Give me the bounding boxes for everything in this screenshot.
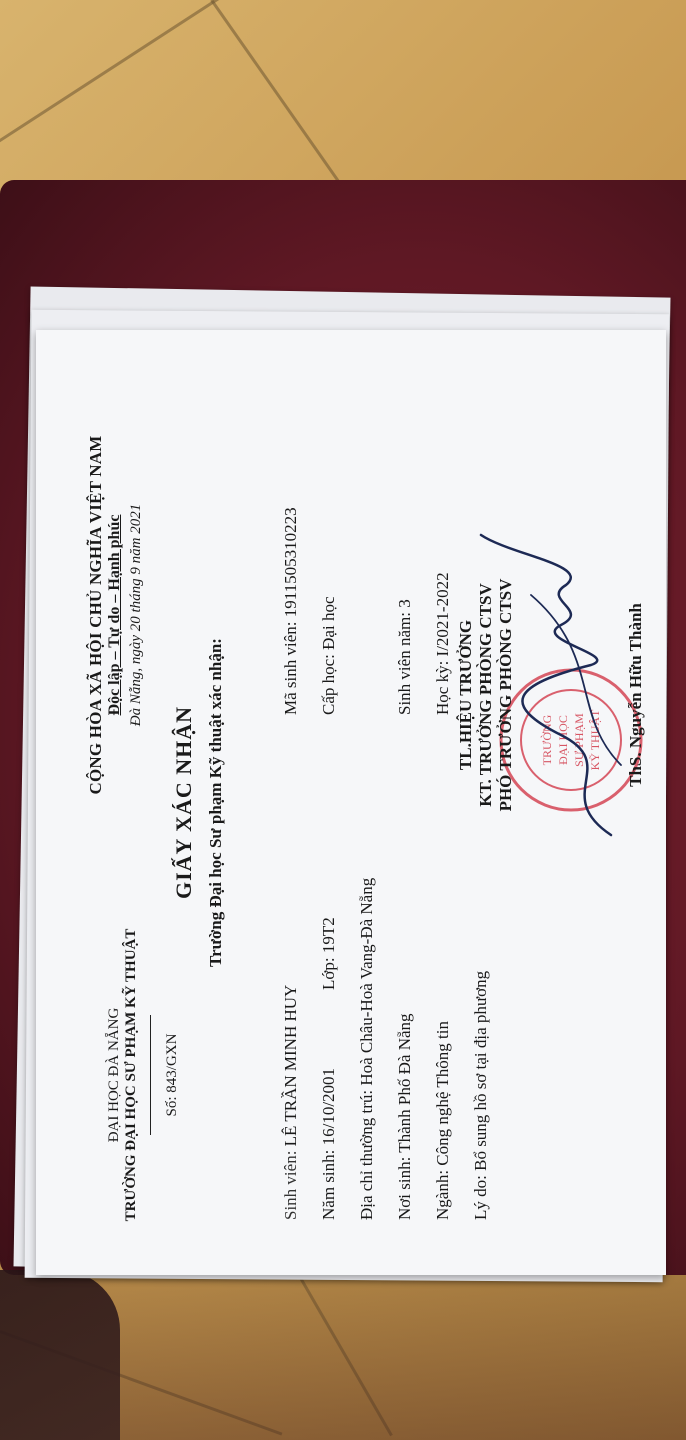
signature-line-1: TL.HIỆU TRƯỞNG (456, 619, 475, 771)
level: Cấp học: Đại học (319, 596, 338, 715)
university-name: ĐẠI HỌC ĐÀ NẴNG (106, 1007, 122, 1143)
semester: Học kỳ: I/2021-2022 (433, 572, 452, 715)
class: Lớp: 19T2 (319, 917, 338, 990)
tile-joint (0, 0, 313, 168)
signer-name: ThS. Nguyễn Hữu Thành (626, 603, 645, 787)
header-right (86, 355, 145, 875)
national-title: CỘNG HÒA XÃ HỘI CHỦ NGHĨA VIỆT NAM (86, 435, 105, 795)
document-title: GIẤY XÁC NHẬN (171, 705, 196, 900)
address: Địa chỉ thường trú: Hoà Châu-Hoà Vang-Đà Nẵng (357, 877, 376, 1220)
student-id: Mã sinh viên: 1911505310223 (281, 507, 300, 715)
signature-block (456, 545, 516, 845)
reason: Lý do: Bổ sung hồ sơ tại địa phương (471, 970, 490, 1220)
document-number: Số: 843/GXN (164, 1033, 180, 1117)
document-intro: Trường Đại học Sư phạm Kỹ thuật xác nhận: (206, 638, 225, 967)
major: Ngành: Công nghệ Thông tin (433, 1021, 452, 1220)
signature-line-3: PHÓ TRƯỞNG PHÒNG CTSV (496, 578, 515, 812)
birthplace: Nơi sinh: Thành Phố Đà Nẵng (395, 1013, 414, 1220)
signature-line-2: KT. TRƯỞNG PHÒNG CTSV (476, 583, 495, 807)
document-date: Đà Nẵng, ngày 20 tháng 9 năm 2021 (128, 503, 144, 727)
seal-text-2: ĐẠI HỌC (556, 715, 570, 765)
seal-text-1: TRƯỜNG (540, 714, 554, 766)
seal-text-4: KỸ THUẬT (588, 709, 602, 771)
header-underline (150, 1015, 151, 1135)
school-name: TRƯỜNG ĐẠI HỌC SƯ PHẠM KỸ THUẬT (123, 928, 139, 1222)
dob: Năm sinh: 16/10/2001 (319, 1067, 338, 1220)
national-motto: Độc lập – Tự do – Hạnh phúc (106, 514, 123, 716)
student-name-row (281, 985, 301, 1220)
confirmation-document (36, 330, 666, 1275)
student-label: Sinh viên: (281, 1150, 300, 1220)
dark-object (0, 1270, 120, 1440)
seal-text-3: SƯ PHẠM (572, 713, 586, 767)
header-left (106, 910, 181, 1240)
document-content (36, 330, 666, 1275)
student-value: LÊ TRẦN MINH HUY (281, 984, 300, 1147)
student-year: Sinh viên năm: 3 (395, 599, 414, 715)
